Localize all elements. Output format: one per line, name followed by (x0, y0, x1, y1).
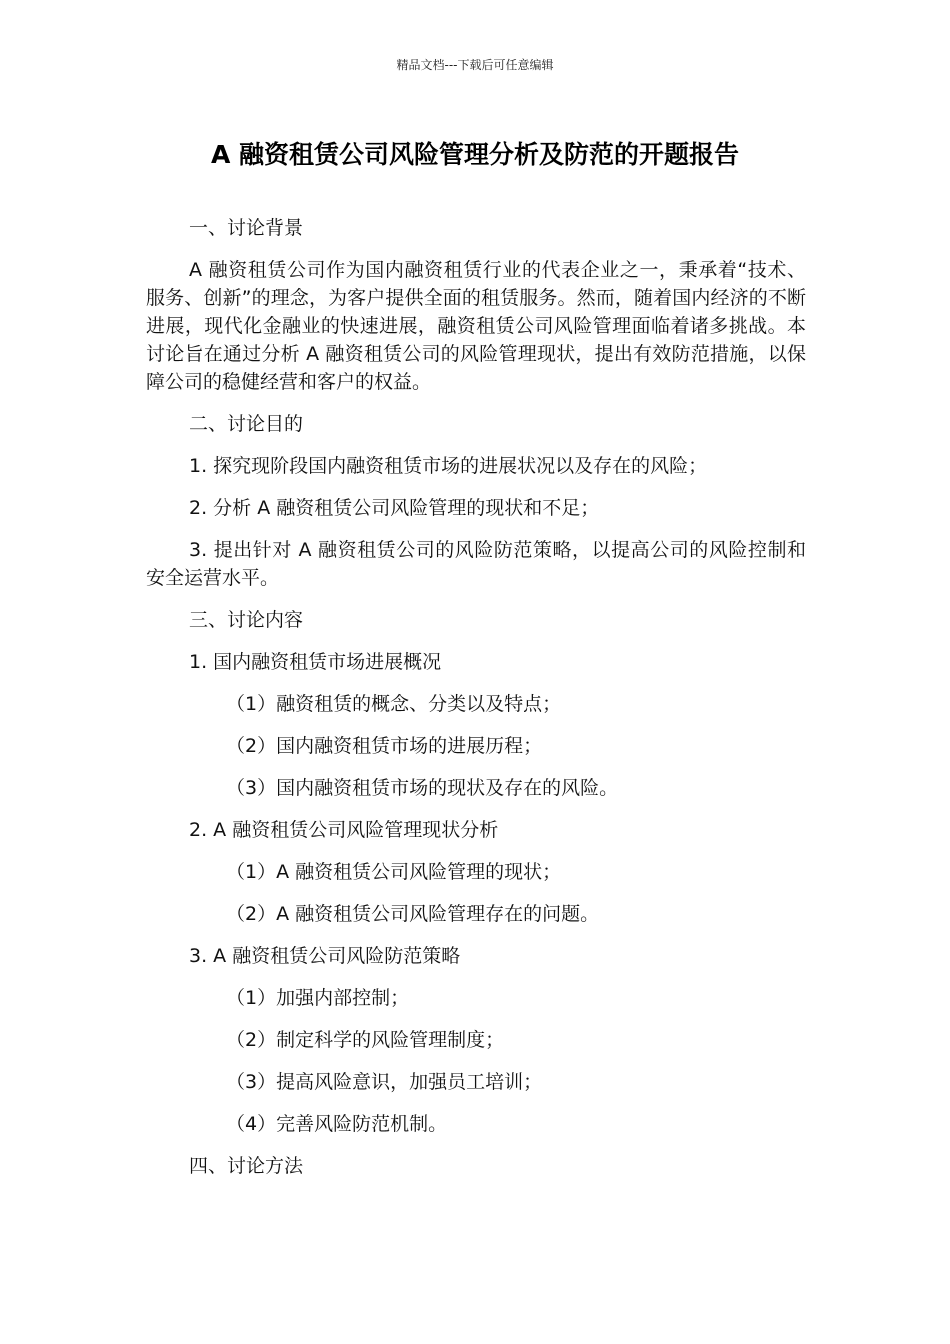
content-sub-item: （4）完善风险防范机制。 (226, 1113, 448, 1135)
background-paragraph: A 融资租赁公司作为国内融资租赁行业的代表企业之一，秉承着“技术、服务、创新”的理念，为客户提供全面的租赁服务。然而，随着国内经济的不断进展，现代化金融业的快速进展，融资租赁公司风险管理面临着诸多挑战。本讨论旨在通过分析 A 融资租赁公司的风险管理现状，提出有效防范措施，以保障公司的稳健经营和客户的权益。 (146, 259, 806, 393)
document-title: A 融资租赁公司风险管理分析及防范的开题报告 (210, 140, 740, 169)
content-sub-item: （2）国内融资租赁市场的进展历程； (226, 735, 543, 757)
purpose-item: 1. 探究现阶段国内融资租赁市场的进展状况以及存在的风险； (189, 455, 708, 477)
section-heading-purpose: 二、讨论目的 (189, 413, 304, 435)
content-group-title: 1. 国内融资租赁市场进展概况 (189, 651, 442, 673)
document-body (146, 214, 806, 1194)
section-heading-background: 一、讨论背景 (189, 217, 304, 239)
content-group-title: 3. A 融资租赁公司风险防范策略 (189, 945, 461, 967)
content-sub-item: （1）A 融资租赁公司风险管理的现状； (226, 861, 562, 883)
purpose-item: 2. 分析 A 融资租赁公司风险管理的现状和不足； (189, 497, 600, 519)
content-group-title: 2. A 融资租赁公司风险管理现状分析 (189, 819, 499, 841)
page-header: 精品文档---下载后可任意编辑 (396, 58, 554, 72)
content-sub-item: （2）制定科学的风险管理制度； (226, 1029, 505, 1051)
content-sub-item: （3）提高风险意识，加强员工培训； (226, 1071, 543, 1093)
content-sub-item: （3）国内融资租赁市场的现状及存在的风险。 (226, 777, 619, 799)
content-sub-item: （1）加强内部控制； (226, 987, 410, 1009)
purpose-item: 3. 提出针对 A 融资租赁公司的风险防范策略，以提高公司的风险控制和安全运营水平。 (146, 539, 806, 589)
content-sub-item: （1）融资租赁的概念、分类以及特点； (226, 693, 562, 715)
section-heading-method: 四、讨论方法 (189, 1155, 304, 1177)
content-sub-item: （2）A 融资租赁公司风险管理存在的问题。 (226, 903, 600, 925)
section-heading-content: 三、讨论内容 (189, 609, 304, 631)
